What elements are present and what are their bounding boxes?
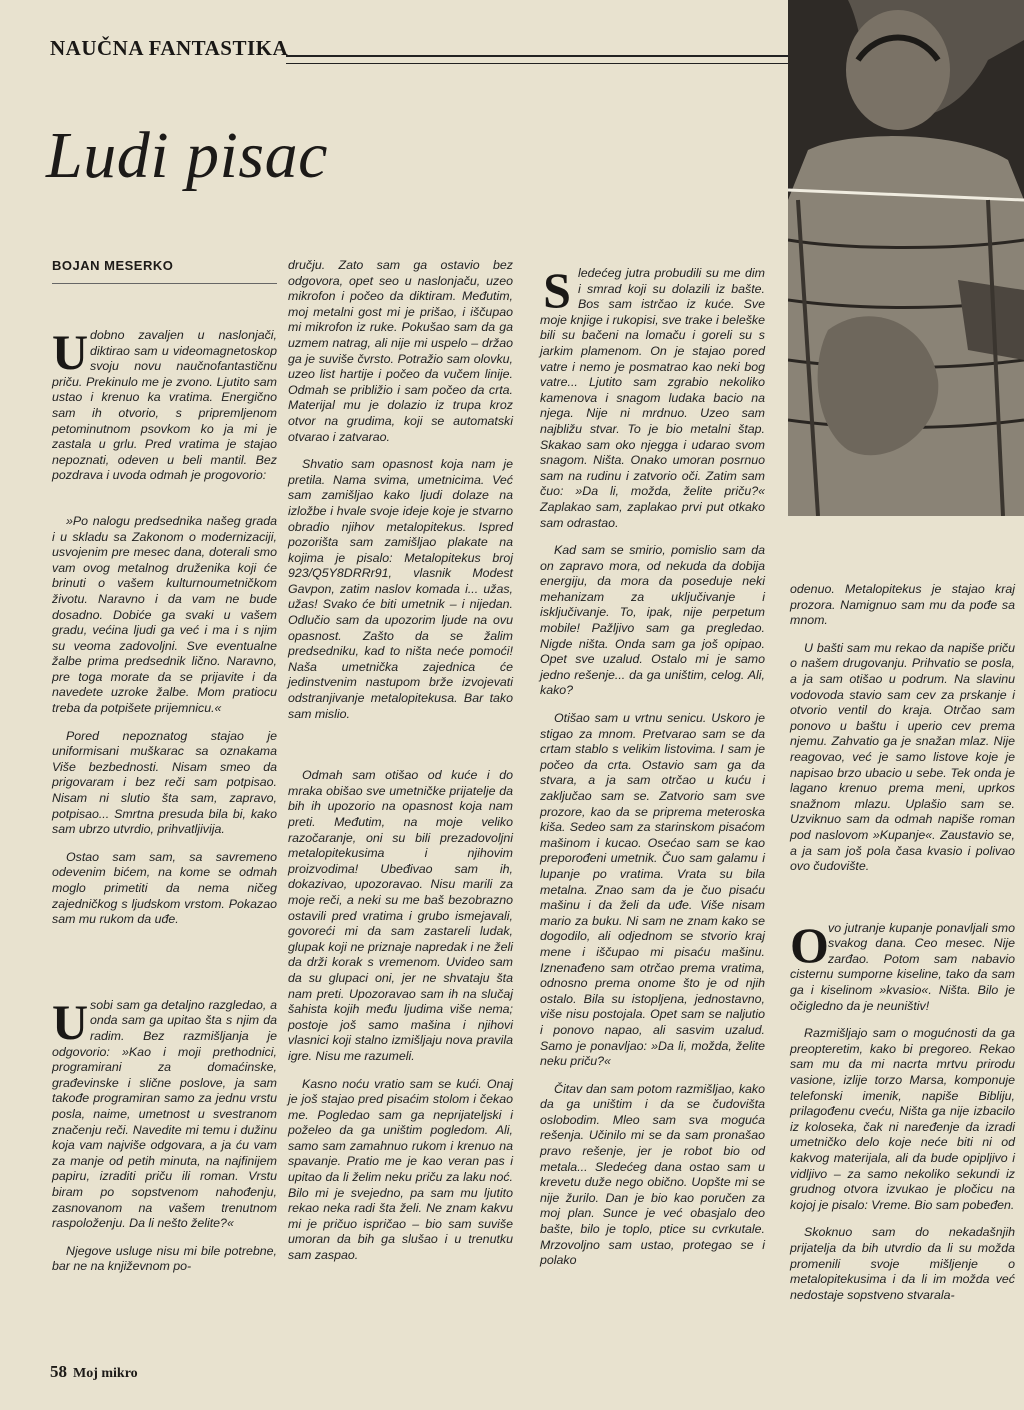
- drop-cap: O: [790, 916, 829, 973]
- robot-illustration: [788, 0, 1024, 516]
- paragraph: Udobno zavaljen u naslonjači, diktirao sam u videomagnetoskop svoju novu naučnofantastičnu priču. Prekinulo me je zvono. Ljutito sam ustao i krenuo ka vratima. Energično sam ih otvorio, s pripremljenom petominutnom psovkom ko ja mi je zastala u grlu. Pred vratima je stajao nepoznati, odeven u beli mantil. Bez pozdrava i uvoda odmah je progovorio:: [52, 324, 277, 483]
- article-column-1: [52, 324, 277, 1287]
- paragraph: Usobi sam ga detaljno razgledao, a onda sam ga upitao šta s njim da radim. Bez razmišljanja je odgovorio: »Kao i moji prethodnici, programirani za domaćinske, građevinske i slične poslove, ja sam takođe programiran samo za jednu vrstu posla, naime, umetnost u svestranom značenju reči. Navedite mi temu i dužinu koja vam najviše odgovara, a ja ću vam za manje od petih minuta, na najfinijem papiru, izraditi priču ili roman. Vrstu biram po sopstvenom nahođenju, zasnovanom na vašem trenutnom raspoloženju. Da li nešto želite?«: [52, 993, 277, 1231]
- section-rule: [286, 55, 796, 64]
- paragraph: »Po nalogu predsednika našeg grada i u skladu sa Zakonom o modernizaciji, usvojenim pre mesec dana, doterali smo vam ovog metalnog druženika koji će brinuti o vašem kulturnoumetničkom životu. Naravno i da vam ne bude dosadno. Dobiće ga svaki u vašem gradu, većina ljudi ga već i ma i s njim su veoma zadovoljni. Sve eventualne žalbe prima predsednik lično. Naravno, pre toga morate da se prijavite i da navedete uzroke žalbe. Mom pratiocu treba da potpišete prijemnicu.«: [52, 513, 277, 716]
- paragraph: Otišao sam u vrtnu senicu. Uskoro je stigao za mnom. Pretvarao sam se da crtam stablo s velikim listovima. I sam je počeo da crta. Ostavio sam ga da stvara, a ja sam otrčao u kuću i zaključao sam se. Zatvorio sam sve prozore, kao da se pripremа meteroska kiša. Sedeo sam za starinskom pisaćom mašinom i kucao. Osećao sam se kao preporođeni umetnik. Čuo sam galamu i lupanje po vratima. Vrata su bila metalna. Znao sam da je čuo pisaću mašinu i da želi da uđe. Više nisam mario za buku. Ni sam ne znam kako se dogodilo, ali odjednom se stvorio kraj mene i iščupao mi pisaću mašinu. Iznenađeno sam otrčao prema vratima, odnosno prema onome što je od njih ostalo. Bila su istopljena, jednostavno, više nisu postojala. Opet sam se naljutio i ponovo napao, ali sasvim uzalud. Samo je ponavljao: »Da li, možda, želite neku priču?«: [540, 711, 765, 1069]
- article-column-2: [288, 258, 513, 1276]
- section-label: NAUČNA FANTASTIKA: [50, 36, 289, 60]
- paragraph: Pored nepoznatog stajao je uniformisani muškarac sa oznakama Više bezbednosti. Nisam smeo da prigovaram i bez reči sam potpisao. Nisam ni slutio šta sam, zapravo, potpisao... Smrtna presuda bila bi, kako sam ubrzo utvrdio, prihvatljivija.: [52, 728, 277, 837]
- paragraph: Kasno noću vratio sam se kući. Onaj je još stajao pred pisaćim stolom i čekao me. Pogledao sam ga neprijateljski i poželeo da ga uništim pogledom. Ali, samo sam zamahnuo rukom i krenuo na spavanje. Pratio me je kao veran pas i upitao da li želim neku priču za laku noć. Bilo mi je svejedno, pa sam mu ljutito rekao neka radi šta želi. Ne znam kakvu mi je pričuo ispričao – bio sam suviše umoran da bih ga slušao i u trenutku sam zaspao.: [288, 1076, 513, 1263]
- paragraph: U bašti sam mu rekao da napiše priču o našem drugovanju. Prihvatio se posla, a ja sam otišao u podrum. Na slavinu vodovoda stavio sam cev za prskanje i otvorio ventil do kraja. Otrčao sam ponovo u baštu i uperio cev prema njemu. Zahvatio ga je snažan mlaz. Nije reagovao, već je samo listove koje je napisao brzo ubacio u sebe. Tek onda je lagano krenuo prema meni, uprkos snažnom mlazu. Uplašio sam se. Uzviknuo sam da odmah napiše roman pod naslovom »Kupanje«. Zaustavio se, a ja sam još pola časa kvasio i polivao ovo čudovište.: [790, 640, 1015, 874]
- drop-cap: U: [52, 324, 89, 380]
- page-number: 58: [50, 1362, 67, 1381]
- page-footer: [50, 1362, 138, 1382]
- paragraph: Ostao sam sam, sa savremeno odevenim bićem, na kome se odmah moglo primetiti da nema ničeg zajedničkog s ljudskom vrstom. Pokazao sam mu rukom da uđe.: [52, 849, 277, 927]
- paragraph: Odmah sam otišao od kuće i do mraka obišao sve umetničke prijatelje da bih ih upozorio na opasnost koja nam preti. Međutim, na moje veliko razočaranje, oni su bili prezadovoljni metalopitekusima i njihovim proizvodima! Ubeđivao sam ih, dokazivao, upozoravao. Nisu marili za moje reči, a neki su me baš bezobrazno ostavili pred vratima i grubo ismejavali, govoreći mi da sam zastareli ludak, glupak koji ne priznaje napredak i ne želi da drži korak s vremenom. Uvideo sam da su glupaci oni, jer ne shvataju šta nam preti. Upozoravao sam ih na slučaj šahista kojih među ljudima više nema; postoje još samo mašina i njihovi vlasnici koji stalno izmišljaju nova pravila igre. Nisu me razumeli.: [288, 768, 513, 1063]
- paragraph: dručju. Zato sam ga ostavio bez odgovora, opet seo u naslonjaču, uzeo mikrofon i počeo da diktiram. Međutim, moj metalni gost mi je prišao, i iščupao mi mikrofon iz ruke. Pokušao sam da ga uzmem natrag, ali nije mi uspelo – držao ga je suviše čvrsto. Potražio sam olovku, uzeo list hartije i počeo da vučem linije. Odmah se približio i sam počeo da crta. Materijal mu je dolazio iz trupa kroz otvor na grudima, koji se automatski otvarao i zatvarao.: [288, 258, 513, 444]
- drop-cap: S: [543, 262, 571, 318]
- drop-cap: U: [52, 993, 89, 1050]
- author-byline: BOJAN MESERKO: [52, 258, 277, 284]
- paragraph: Sledećeg jutra probudili su me dim i smrad koji su dolazili iz bašte. Bos sam istrčao iz kuće. Sve moje knjige i rukopisi, sve trake i beleške bili su bačeni na lomaču i goreli su s jarkim plamenom. On je stajao pored vatre i nemo je posmatrao kao neki bog vatre... Ljutito sam zgrabio nekoliko kamenova i snagom ludaka bacio na njega. Nije ni mrdnuo. Uzeo sam najbližu stvar. To je bio metalni štap. Skakao sam oko njegga i udarao svom snagom. Ništa. Onako umoran posrnuo sam na rudinu i zatvorio oči. Zatim sam čuo: »Da li, možda, želite priču?« Zaplakao sam, zaplakao prvi put otkako sam odrastao.: [540, 262, 765, 530]
- article-column-3: [540, 262, 765, 1281]
- paragraph: Njegove usluge nisu mi bile potrebne, bar ne na književnom po-: [52, 1243, 277, 1274]
- paragraph: Razmišljajo sam o mogućnosti da ga preopteretim, kako bi pregoreo. Rekao sam mu da mi nacrta mrtvu prirodu vasione, izlije torzo Marsa, komponuje telefonski imenik, napiše Bibliju, prilagođenu cveću, Ništa ga nije izbacilo iz koloseka, čak ni naređenje da izradi umetničko delo koje neće biti ni od kakvog materijala, ali da bude opipljivo i vidljivo – za samo nekoliko sekundi iz grudnog otvora izvukao je pločicu na kojoj je pisalo: Vreme. Bio sam pobeđen.: [790, 1026, 1015, 1212]
- article-column-4: [790, 582, 1015, 1315]
- paragraph: Ovo jutranje kupanje ponavljali smo svakog dana. Ceo mesec. Nije zarđao. Potom sam nabavio cisternu sumporne kiseline, tako da sam ga i kiselinom »kvasio«. Ništa. Bilo je očigledno da je neuništiv!: [790, 916, 1015, 1013]
- paragraph: odenuo. Metalopitekus je stajao kraj prozora. Namignuo sam mu da pođe sa mnom.: [790, 582, 1015, 628]
- paragraph: Čitav dan sam potom razmišljao, kako da ga uništim i da se čudovišta oslobodim. Mleo sam sva moguća rešenja. Učinilo mi se da sam pronašao pravo rešenje, jer je robot bio od metala... Sledećeg dana ostao sam u krevetu duže nego obično. Uopšte mi se nije žurilo. Dan je bio kao poručen za moj plan. Sunce je već obasjalo deo bašte, bilo je toplo, ptice su cvrkutale. Mrzovoljno sam ustao, protegao se i polako: [540, 1081, 765, 1268]
- article-title: Ludi pisac: [46, 119, 328, 192]
- paragraph: Shvatio sam opasnost koja nam je pretila. Nama svima, umetnicima. Već sam zamišljao kako ljudi dolaze na izložbe i hvale svoje ideje koje je stvarno obradio njihov metalopitekus. Ispred pozorišta sam zamišljao plakate na kojima je pisalo: Metalopitekus broj 923/Q5Y8DRRr91, vlasnik Modest Gavpon, zatim naslov komada i... užas, užas! Svako će biti umetnik – i nijedan. Odlučio sam da upozorim ljude na ovu opasnost. Zašto da se žalim predsedniku, kad to ništa neće pomoći! Naša umetnička zajednica će jedinstvenim nastupom brže izvojevati odstranjivanje metalopitekusa. Bar tako sam mislio.: [288, 457, 513, 721]
- magazine-name: Moj mikro: [73, 1366, 138, 1381]
- paragraph: Kad sam se smirio, pomislio sam da on zapravo mora, od nekuda da dobija energiju, da mora da poseduje neki mehanizam za uključivanje i isključivanje. To, ipak, nije perpetum mobile! Pažljivo sam ga pregledao. Nigde ništa. Onda sam ga još opipao. Opet sve uzalud. Ostalo mi je samo jedno rešenje... da ga uništim, celog. Ali, kako?: [540, 543, 765, 698]
- paragraph: Skoknuo sam do nekadašnjih prijatelja da bih utvrdio da li su možda promenili svoje mišljenje o metalopitekusima i da li im možda već nedostaje sopstveno stvarala-: [790, 1225, 1015, 1302]
